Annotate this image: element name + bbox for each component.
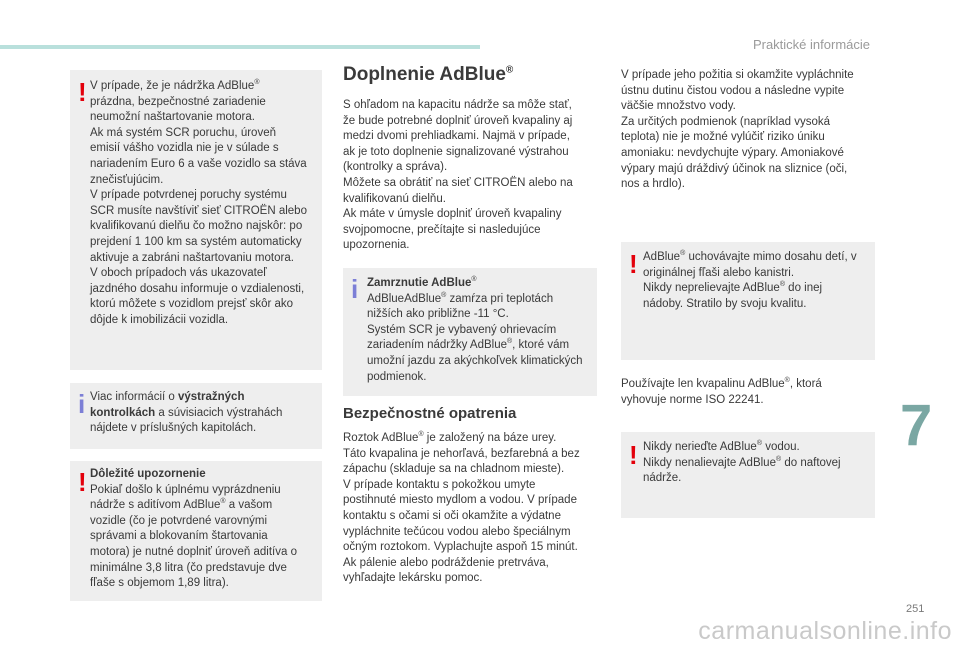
page-number: 251 (906, 603, 925, 615)
warning-icon: ! (78, 77, 87, 107)
info-icon: i (78, 389, 86, 419)
chapter-number: 7 (900, 393, 933, 458)
info-text: Viac informácií o výstražných kontrolkách a súvisiacich výstrahách nájdete v príslušných kapitolách. (90, 391, 283, 435)
warning-box-dilution (621, 432, 875, 518)
standard-paragraph: Používajte len kvapalinu AdBlue®, ktorá vyhovuje norme ISO 22241. (621, 377, 822, 406)
info-icon: i (351, 274, 359, 304)
warning-text: V prípade, že je nádržka AdBlue® prázdna, bezpečnostné zariadenie neumožní naštartovanie motora. Ak má systém SCR poruchu, úroveň emisií vášho vozidla nie je v súlade s nariadením Euro 6 a vaše vozidlo sa stáva znečisťujúcim. V prípade potvrdenej poruchy systému SCR musíte navštíviť sieť CITROËN alebo kvalifikovanú dielňu čo možno najskôr: po prejdení 1 100 km sa systém automaticky aktivuje a zabráni naštartovaniu motora. V oboch prípadoch vás ukazovateľ jazdného dosahu informuje o vzdialenosti, ktorú môžete s vozidlom prejsť skôr ako dôjde k imobilizácii vozidla. (90, 79, 307, 326)
warning-icon: ! (629, 249, 638, 279)
page-title: Doplnenie AdBlue® (343, 64, 514, 85)
warning-text: Dôležité upozornenie Pokiaľ došlo k úplnému vyprázdneniu nádrže s aditívom AdBlue® a vašom vozidle (čo je potvrdené varovnými správami a blokovaním štartovania motora) je nutné doplniť úroveň aditíva o minimálne 3,8 litra (čo predstavuje dve fľaše s objemom 1,89 litra). (90, 468, 297, 590)
intro-paragraph: S ohľadom na kapacitu nádrže sa môže stať, že bude potrebné doplniť úroveň kvapaliny aj medzi dvomi prehliadkami. Najmä v prípade, ak je toto doplnenie signalizované výstrahou (kontrolky a správa). Môžete sa obrátiť na sieť CITROËN alebo na kvalifikovanú dielňu. Ak máte v úmysle doplniť úroveň kvapaliny svojpomocne, prečítajte si nasledujúce upozornenia. (343, 99, 573, 252)
info-box-warning-lights (70, 383, 322, 449)
warning-box-storage (621, 242, 875, 360)
freeze-title: Zamrznutie AdBlue (367, 277, 472, 289)
watermark: carmanualsonline.info (698, 617, 952, 645)
warning-text: AdBlue® uchovávajte mimo dosahu detí, v originálnej fľaši alebo kanistri. Nikdy neprelievajte AdBlue® do inej nádoby. Stratilo by svoju kvalitu. (643, 250, 857, 310)
ingestion-paragraph: V prípade jeho požitia si okamžite vypláchnite ústnu dutinu čistou vodou a následne vypite väčšie množstvo vody. Za určitých podmienok (napríklad vysoká teplota) nie je možné vylúčiť riziko úniku amoniaku: nevdychujte výpary. Amoniakové výpary majú dráždivý účinok na sliznice (oči, nos a hrdlo). (621, 69, 854, 191)
warning-icon: ! (629, 440, 638, 470)
safety-heading: Bezpečnostné opatrenia (343, 405, 517, 422)
header-accent-bar (0, 45, 480, 49)
warning-icon: ! (78, 467, 87, 497)
warning-box-empty-tank (70, 70, 322, 370)
warning-text: Nikdy nerieďte AdBlue® vodou. Nikdy nenalievajte AdBlue® do naftovej nádrže. (643, 440, 841, 485)
info-text: Zamrznutie AdBlue® AdBlueAdBlue® zamŕza pri teplotách nižších ako približne -11 °C. Systém SCR je vybavený ohrievacím zariadením nádržky AdBlue®, ktoré vám umožní jazdu za akýchkoľvek klimatických podmienok. (367, 276, 583, 383)
notice-title: Dôležité upozornenie (90, 468, 206, 480)
section-title: Praktické informácie (752, 37, 870, 52)
info-box-freezing (343, 268, 597, 396)
safety-paragraph: Roztok AdBlue® je založený na báze urey. Táto kvapalina je nehorľavá, bezfarebná a bez zápachu (skladuje sa na chladnom mieste). V prípade kontaktu s pokožkou umyte postihnuté miesto mydlom a vodou. V prípade kontaktu s očami si oči okamžite a výdatne vypláchnite tečúcou vodou alebo špeciálnym očným roztokom. Vyplachujte aspoň 15 minút. Ak pálenie alebo podráždenie pretrváva, vyhľadajte lekársku pomoc. (343, 431, 580, 585)
warning-box-important-notice (70, 461, 322, 601)
